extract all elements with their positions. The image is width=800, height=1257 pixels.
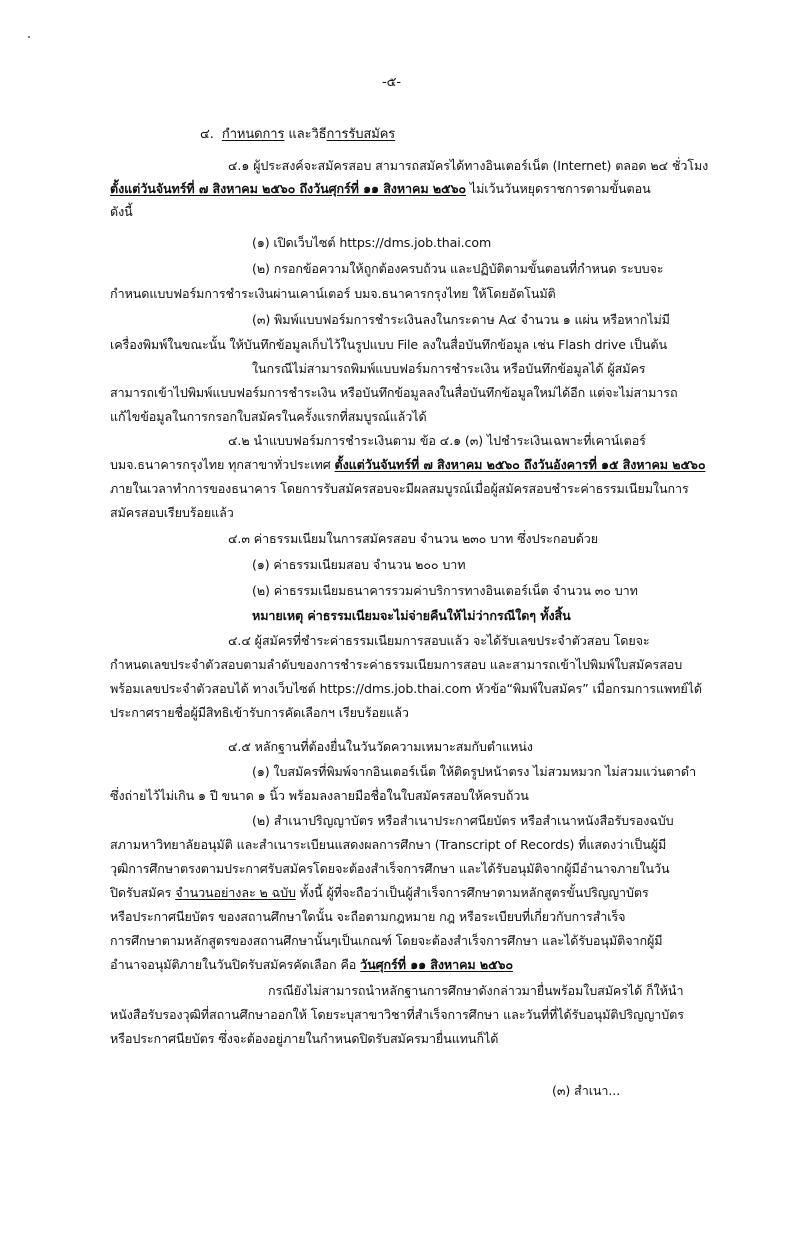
continuation-marker: (๓) สำเนา... bbox=[552, 1083, 621, 1098]
fee-1: (๑) ค่าธรรมเนียมสอบ จำนวน ๒๐๐ บาท bbox=[252, 557, 466, 572]
section-title-part-2: และวิธี bbox=[284, 127, 327, 142]
step-3-line-1: (๓) พิมพ์แบบฟอร์มการชำระเงินลงในกระดาษ A๔ จำนวน ๑ แผ่น หรือหากไม่มี bbox=[252, 312, 670, 327]
doc-2-line-5: หรือประกาศนียบัตร ของสถานศึกษาใดนั้น จะถือตามกฎหมาย กฎ หรือระเบียบที่เกี่ยวกับการสำเร็จ bbox=[110, 909, 626, 924]
fee-remark: หมายเหตุ ค่าธรรมเนียมจะไม่จ่ายคืนให้ไม่ว่ากรณีใดๆ ทั้งสิ้น bbox=[252, 608, 571, 623]
doc-2-line-3: วุฒิการศึกษาตรงตามประกาศรับสมัครโดยจะต้องสำเร็จการศึกษา และได้รับอนุมัติจากผู้มีอำนาจภายในวัน bbox=[110, 861, 670, 876]
doc-2-line-2: สภามหาวิทยาลัยอนุมัติ และสำเนาระเบียนแสดงผลการศึกษา (Transcript of Records) ที่แสดงว่าเป็นผู้มี bbox=[110, 837, 667, 852]
step-2-line-2: กำหนดแบบฟอร์มการชำระเงินผ่านเคาน์เตอร์ บมจ.ธนาคารกรุงไทย ให้โดยอัตโนมัติ bbox=[110, 286, 556, 301]
item-4-3-line-1: ๔.๓ ค่าธรรมเนียมในการสมัครสอบ จำนวน ๒๓๐ บาท ซึ่งประกอบด้วย bbox=[228, 531, 599, 546]
item-4-2-line-4: สมัครสอบเรียบร้อยแล้ว bbox=[110, 505, 234, 520]
item-4-2-line-2-start: บมจ.ธนาคารกรุงไทย ทุกสาขาทั่วประเทศ bbox=[110, 457, 335, 472]
section-number: ๔. bbox=[200, 127, 214, 142]
section-title-part-1: กำหนดการ bbox=[221, 127, 285, 142]
doc-2-line-6: การศึกษาตามหลักสูตรของสถานศึกษานั้นๆเป็นเกณฑ์ โดยจะต้องสำเร็จการศึกษา และได้รับอนุมัติจากผู้มี bbox=[110, 933, 663, 948]
item-4-5-line-1: ๔.๕ หลักฐานที่ต้องยื่นในวันวัดความเหมาะสมกับตำแหน่ง bbox=[228, 739, 533, 754]
doc-2-line-7 bbox=[110, 956, 513, 974]
doc-1-line-2: ซึ่งถ่ายไว้ไม่เกิน ๑ ปี ขนาด ๑ นิ้ว พร้อมลงลายมือชื่อในใบสมัครสอบให้ครบถ้วน bbox=[110, 788, 529, 803]
step-2-line-1: (๒) กรอกข้อความให้ถูกต้องครบถ้วน และปฏิบัติตามขั้นตอนที่กำหนด ระบบจะ bbox=[252, 261, 664, 276]
item-4-1-line-2-rest: ไม่เว้นวันหยุดราชการตามขั้นตอน bbox=[465, 181, 651, 196]
doc-2-line-7-start: อำนาจอนุมัติภายในวันปิดรับสมัครคัดเลือก คือ bbox=[110, 957, 361, 972]
note-line-2: สามารถเข้าไปพิมพ์แบบฟอร์มการชำระเงิน หรือบันทึกข้อมูลลงในสื่อบันทึกข้อมูลใหม่ได้อีก แต่จะไม่สามารถ bbox=[110, 385, 678, 400]
fee-2: (๒) ค่าธรรมเนียมธนาคารรวมค่าบริการทางอินเตอร์เน็ต จำนวน ๓๐ บาท bbox=[252, 583, 638, 598]
section-title-part-3: การรับสมัคร bbox=[326, 127, 396, 142]
copies-required: จำนวนอย่างละ ๒ ฉบับ bbox=[175, 885, 296, 900]
payment-period: ตั้งแต่วันจันทร์ที่ ๗ สิงหาคม ๒๕๖๐ ถึงวันอังคารที่ ๑๕ สิงหาคม ๒๕๖๐ bbox=[334, 457, 706, 472]
doc-2-line-1: (๒) สำเนาปริญญาบัตร หรือสำเนาประกาศนียบัตร หรือสำเนาหนังสือรับรองฉบับ bbox=[252, 813, 674, 828]
note-line-3: แก้ไขข้อมูลในการกรอกใบสมัครในครั้งแรกที่สมบูรณ์แล้วได้ bbox=[110, 409, 427, 424]
page-number: -๕- bbox=[382, 75, 401, 90]
section-heading bbox=[200, 126, 395, 144]
item-4-1-line-3: ดังนี้ bbox=[110, 204, 133, 219]
doc-2-line-4-start: ปิดรับสมัคร bbox=[110, 885, 176, 900]
case-line-2: หนังสือรับรองวุฒิที่สถานศึกษาออกให้ โดยระบุสาขาวิชาที่สำเร็จการศึกษา และวันที่ที่ได้รับอนุมัติปริญญาบัตร bbox=[110, 1007, 684, 1022]
item-4-2-line-2 bbox=[110, 456, 705, 474]
doc-2-line-4-rest: ทั้งนี้ ผู้ที่จะถือว่าเป็นผู้สำเร็จการศึกษาตามหลักสูตรขั้นปริญญาบัตร bbox=[295, 885, 649, 900]
step-1: (๑) เปิดเว็บไซต์ https://dms.job.thai.com bbox=[252, 235, 492, 250]
deadline-date: วันศุกร์ที่ ๑๑ สิงหาคม ๒๕๖๐ bbox=[360, 957, 514, 972]
item-4-2-line-1: ๔.๒ นำแบบฟอร์มการชำระเงินตาม ข้อ ๔.๑ (๓) ไปชำระเงินเฉพาะที่เคาน์เตอร์ bbox=[228, 433, 646, 448]
item-4-1-line-2 bbox=[110, 180, 651, 198]
application-period: ตั้งแต่วันจันทร์ที่ ๗ สิงหาคม ๒๕๖๐ ถึงวันศุกร์ที่ ๑๑ สิงหาคม ๒๕๖๐ bbox=[110, 181, 466, 196]
item-4-4-line-3: พร้อมเลขประจำตัวสอบได้ ทางเว็บไซต์ https://dms.job.thai.com หัวข้อ“พิมพ์ใบสมัคร” เมื่อกรมการแพทย์ได้ bbox=[110, 681, 702, 696]
scan-speck bbox=[28, 36, 30, 38]
item-4-4-line-4: ประกาศรายชื่อผู้มีสิทธิเข้ารับการคัดเลือกฯ เรียบร้อยแล้ว bbox=[110, 705, 409, 720]
case-line-3: หรือประกาศนียบัตร ซึ่งจะต้องอยู่ภายในกำหนดปิดรับสมัครมายื่นแทนก็ได้ bbox=[110, 1031, 499, 1046]
case-line-1: กรณียังไม่สามารถนำหลักฐานการศึกษาดังกล่าวมายื่นพร้อมใบสมัครได้ ก็ให้นำ bbox=[268, 983, 684, 998]
item-4-4-line-2: กำหนดเลขประจำตัวสอบตามลำดับของการชำระค่าธรรมเนียมการสอบ และสามารถเข้าไปพิมพ์ใบสมัครสอบ bbox=[110, 657, 683, 672]
item-4-4-line-1: ๔.๔ ผู้สมัครที่ชำระค่าธรรมเนียมการสอบแล้ว จะได้รับเลขประจำตัวสอบ โดยจะ bbox=[228, 633, 650, 648]
doc-1-line-1: (๑) ใบสมัครที่พิมพ์จากอินเตอร์เน็ต ให้ติดรูปหน้าตรง ไม่สวมหมวก ไม่สวมแว่นตาดำ bbox=[252, 764, 697, 779]
item-4-2-line-3: ภายในเวลาทำการของธนาคาร โดยการรับสมัครสอบจะมีผลสมบูรณ์เมื่อผู้สมัครสอบชำระค่าธรรมเนียมในการ bbox=[110, 481, 689, 496]
doc-2-line-4 bbox=[110, 884, 649, 902]
note-line-1: ในกรณีไม่สามารถพิมพ์แบบฟอร์มการชำระเงิน หรือบันทึกข้อมูลได้ ผู้สมัคร bbox=[252, 361, 646, 376]
item-4-1-line-1: ๔.๑ ผู้ประสงค์จะสมัครสอบ สามารถสมัครได้ทางอินเตอร์เน็ต (Internet) ตลอด ๒๔ ชั่วโมง bbox=[228, 158, 709, 173]
step-3-line-2: เครื่องพิมพ์ในขณะนั้น ให้บันทึกข้อมูลเก็บไว้ในรูปแบบ File ลงในสื่อบันทึกข้อมูล เช่น Flash drive เป็นต้น bbox=[110, 337, 667, 352]
